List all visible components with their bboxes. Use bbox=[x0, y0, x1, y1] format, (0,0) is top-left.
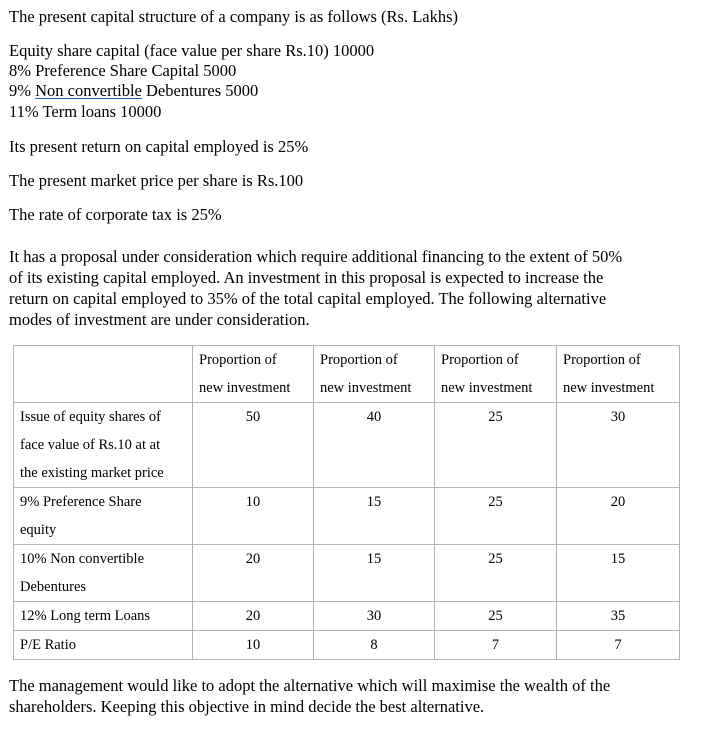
cell-value: 25 bbox=[435, 545, 557, 602]
table-row bbox=[14, 488, 680, 545]
debentures-line bbox=[9, 81, 258, 102]
cell-value: 7 bbox=[557, 631, 680, 660]
header-alt-4: Proportion of new investment bbox=[557, 346, 680, 403]
cell-value: 40 bbox=[314, 403, 435, 488]
table-row bbox=[14, 602, 680, 631]
roce-line: Its present return on capital employed is 25% bbox=[9, 137, 309, 156]
equity-capital-line: Equity share capital (face value per share Rs.10) 10000 bbox=[9, 41, 375, 60]
proposal-line-4: modes of investment are under consideration. bbox=[9, 310, 310, 329]
header-alt-2: Proportion of new investment bbox=[314, 346, 435, 403]
cell-value: 8 bbox=[314, 631, 435, 660]
cell-value: 10 bbox=[193, 488, 314, 545]
cell-value: 7 bbox=[435, 631, 557, 660]
cell-value: 15 bbox=[557, 545, 680, 602]
table-row bbox=[14, 403, 680, 488]
market-price-line: The present market price per share is Rs.100 bbox=[9, 171, 304, 190]
preference-capital-line: 8% Preference Share Capital 5000 bbox=[9, 61, 237, 80]
term-loans-line: 11% Term loans 10000 bbox=[9, 102, 162, 121]
cell-value: 25 bbox=[435, 488, 557, 545]
row-label-preference: 9% Preference Share equity bbox=[14, 488, 193, 545]
table-row bbox=[14, 545, 680, 602]
proposal-line-3: return on capital employed to 35% of the total capital employed. The following alternative bbox=[9, 289, 607, 308]
tax-line: The rate of corporate tax is 25% bbox=[9, 205, 222, 224]
row-label-pe-ratio: P/E Ratio bbox=[14, 631, 193, 660]
row-label-equity: Issue of equity shares of face value of Rs.10 at at the existing market price bbox=[14, 403, 193, 488]
proposal-line-1: It has a proposal under consideration which require additional financing to the extent of 50% bbox=[9, 247, 623, 266]
debentures-suffix: Debentures 5000 bbox=[141, 81, 259, 100]
header-alt-1: Proportion of new investment bbox=[193, 346, 314, 403]
debentures-prefix: 9% bbox=[9, 81, 36, 100]
cell-value: 15 bbox=[314, 488, 435, 545]
cell-value: 10 bbox=[193, 631, 314, 660]
cell-value: 35 bbox=[557, 602, 680, 631]
cell-value: 50 bbox=[193, 403, 314, 488]
investment-alternatives-table bbox=[13, 345, 680, 660]
row-label-loans: 12% Long term Loans bbox=[14, 602, 193, 631]
cell-value: 15 bbox=[314, 545, 435, 602]
cell-value: 30 bbox=[557, 403, 680, 488]
header-empty-cell bbox=[14, 346, 193, 403]
cell-value: 20 bbox=[193, 602, 314, 631]
non-convertible-underlined: Non convertible bbox=[35, 81, 142, 100]
intro-text: The present capital structure of a company is as follows (Rs. Lakhs) bbox=[9, 7, 459, 26]
cell-value: 20 bbox=[193, 545, 314, 602]
conclusion-line-1: The management would like to adopt the alternative which will maximise the wealth of the bbox=[9, 676, 611, 695]
cell-value: 25 bbox=[435, 403, 557, 488]
table-row bbox=[14, 631, 680, 660]
conclusion-line-2: shareholders. Keeping this objective in mind decide the best alternative. bbox=[9, 697, 485, 716]
proposal-line-2: of its existing capital employed. An investment in this proposal is expected to increase the bbox=[9, 268, 604, 287]
cell-value: 30 bbox=[314, 602, 435, 631]
cell-value: 25 bbox=[435, 602, 557, 631]
row-label-debentures: 10% Non convertible Debentures bbox=[14, 545, 193, 602]
cell-value: 20 bbox=[557, 488, 680, 545]
table-header-row bbox=[14, 346, 680, 403]
header-alt-3: Proportion of new investment bbox=[435, 346, 557, 403]
